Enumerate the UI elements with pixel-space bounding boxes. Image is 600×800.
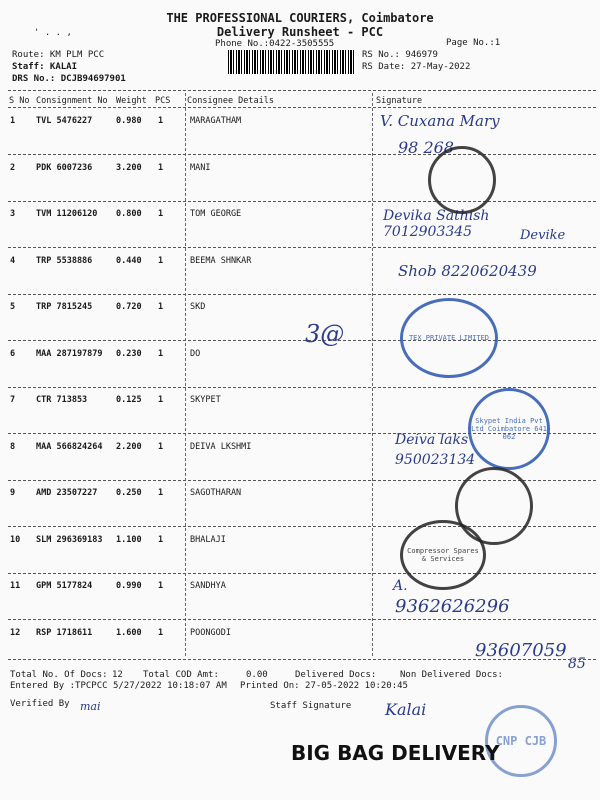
- delivered-docs: Delivered Docs:: [295, 670, 377, 680]
- row-details: MARAGATHAM: [190, 116, 242, 126]
- row-sno: 3: [10, 209, 16, 219]
- row-consignment: TVM 11206120: [36, 209, 98, 219]
- company-title: THE PROFESSIONAL COURIERS, Coimbatore: [166, 11, 434, 25]
- row-sno: 2: [10, 162, 16, 173]
- row-consignment: MAA 566824264: [36, 441, 103, 452]
- row-details: TOM GEORGE: [190, 209, 242, 219]
- signature-8-phone: 950023134: [395, 452, 476, 468]
- signature-3-name: Devika Sathish: [383, 208, 490, 224]
- table-row: [0, 581, 600, 595]
- row-weight: 3.200: [116, 162, 142, 173]
- rs-date: RS Date: 27-May-2022: [362, 62, 471, 72]
- stamp-pvt-ltd: TEX PRIVATE LIMITED: [400, 298, 498, 378]
- row-sno: 4: [10, 255, 16, 266]
- drs-number: DRS No.: DCJB94697901: [12, 74, 126, 84]
- row-sno: 7: [10, 395, 16, 405]
- table-row: [0, 163, 600, 177]
- table-header-rule: [8, 107, 596, 108]
- barcode: [228, 50, 356, 74]
- row-sno: 1: [10, 116, 16, 126]
- row-sno: 8: [10, 441, 16, 452]
- total-docs-label: Total No. Of Docs:: [10, 670, 108, 680]
- total-docs-value: 12: [112, 670, 123, 680]
- row-consignment: CTR 713853: [36, 395, 88, 405]
- phone-number: Phone No.:0422-3505555: [215, 39, 335, 49]
- rs-number: RS No.: 946979: [362, 50, 438, 60]
- row-sno: 12: [10, 627, 21, 638]
- big-bag-delivery-stamp: BIG BAG DELIVERY: [291, 741, 500, 765]
- row-pcs: 1: [158, 627, 164, 638]
- row-pcs: 1: [158, 302, 164, 312]
- col-consignment: Consignment No: [36, 96, 108, 106]
- row-pcs: 1: [158, 116, 164, 126]
- verifier-signature: mai: [80, 700, 101, 713]
- row-pcs: 1: [158, 395, 164, 405]
- table-row: [0, 116, 600, 130]
- row-details: SAGOTHARAN: [190, 488, 242, 498]
- row-weight: 0.800: [116, 209, 142, 219]
- row-pcs: 1: [158, 348, 164, 359]
- cod-value: 0.00: [246, 670, 268, 680]
- verified-by: Verified By: [10, 699, 70, 709]
- route: Route: KM PLM PCC: [12, 50, 105, 60]
- row-details: DEIVA LKSHMI: [190, 441, 252, 452]
- row-weight: 2.200: [116, 441, 142, 452]
- page-number: Page No.:1: [446, 38, 501, 48]
- row-consignment: TRP 5538886: [36, 255, 93, 266]
- row-divider: [8, 619, 596, 620]
- table-top-rule: [8, 90, 596, 91]
- staff-handwritten-signature: Kalai: [385, 700, 427, 719]
- row-weight: 0.440: [116, 255, 142, 266]
- col-details: Consignee Details: [187, 96, 274, 106]
- non-delivered-docs: Non Delivered Docs:: [400, 670, 503, 680]
- stamp-skypet: Skypet India Pvt Ltd Coimbatore 641 062: [468, 388, 550, 470]
- row-pcs: 1: [158, 441, 164, 452]
- row-sno: 5: [10, 302, 16, 312]
- row-details: BHALAJI: [190, 534, 226, 545]
- signature-1: V. Cuxana Mary: [380, 112, 500, 130]
- signature-2: 98 268: [398, 138, 454, 157]
- signature-12: 93607059: [475, 640, 567, 661]
- corner-mark: ' . . ,: [34, 28, 72, 38]
- row-weight: 0.720: [116, 302, 142, 312]
- signature-8-name: Deiva laks: [395, 432, 469, 448]
- cod-label: Total COD Amt:: [143, 670, 219, 680]
- row-details: BEEMA SHNKAR: [190, 255, 252, 266]
- printed-on: Printed On: 27-05-2022 10:20:45: [240, 681, 408, 691]
- row-divider: [8, 573, 596, 574]
- row-consignment: SLM 296369183: [36, 534, 103, 545]
- table-row: [0, 302, 600, 316]
- row-details: SKYPET: [190, 395, 221, 405]
- col-signature: Signature: [376, 96, 423, 106]
- row-weight: 1.600: [116, 627, 142, 638]
- staff: Staff: KALAI: [12, 62, 78, 72]
- row-consignment: MAA 287197879: [36, 348, 103, 359]
- row-pcs: 1: [158, 255, 164, 266]
- row-divider: [8, 154, 596, 155]
- row-consignment: TRP 7815245: [36, 302, 93, 312]
- signature-11-phone: 9362626296: [395, 596, 510, 617]
- col-weight: Weight: [116, 96, 147, 106]
- row-consignment: PDK 6007236: [36, 162, 93, 173]
- row-consignment: TVL 5476227: [36, 116, 93, 126]
- col-sno: S No: [9, 96, 30, 106]
- row-weight: 0.980: [116, 116, 142, 126]
- row-weight: 0.250: [116, 488, 142, 498]
- row-sno: 11: [10, 581, 21, 591]
- row-pcs: 1: [158, 162, 164, 173]
- row-divider: [8, 247, 596, 248]
- row-pcs: 1: [158, 534, 164, 545]
- staff-signature-label: Staff Signature: [270, 701, 352, 711]
- signature-11-name: A.: [393, 578, 408, 594]
- row-weight: 0.230: [116, 348, 142, 359]
- signature-3-phone: 7012903345: [383, 224, 473, 240]
- table-row: [0, 349, 600, 363]
- row-divider: [8, 201, 596, 202]
- runsheet-subtitle: Delivery Runsheet - PCC: [216, 25, 384, 39]
- table-row: [0, 209, 600, 223]
- row-consignment: AMD 23507227: [36, 488, 98, 498]
- stamp-cnp: CNP CJB: [485, 705, 557, 777]
- row-details: DO: [190, 348, 201, 359]
- row-pcs: 1: [158, 488, 164, 498]
- row-weight: 0.125: [116, 395, 142, 405]
- row-details: MANI: [190, 162, 211, 173]
- signature-4: Shob 8220620439: [398, 262, 537, 280]
- stamp-compressor: Compressor Spares & Services: [400, 520, 486, 590]
- row-sno: 6: [10, 348, 16, 359]
- row-details: POONGODI: [190, 627, 231, 638]
- signature-5: 3@: [305, 320, 345, 348]
- table-bottom-rule: [8, 659, 596, 660]
- col-pcs: PCS: [155, 96, 171, 106]
- row-consignment: RSP 1718611: [36, 627, 93, 638]
- row-details: SANDHYA: [190, 581, 226, 591]
- signature-12-cont: 85: [568, 656, 586, 672]
- row-pcs: 1: [158, 581, 164, 591]
- row-weight: 1.100: [116, 534, 142, 545]
- row-divider: [8, 340, 596, 341]
- row-divider: [8, 294, 596, 295]
- row-pcs: 1: [158, 209, 164, 219]
- signature-3-sign: Devike: [520, 228, 566, 243]
- row-consignment: GPM 5177824: [36, 581, 93, 591]
- entered-by: Entered By :TPCPCC 5/27/2022 10:18:07 AM: [10, 681, 227, 691]
- row-sno: 9: [10, 488, 16, 498]
- row-weight: 0.990: [116, 581, 142, 591]
- row-details: SKD: [190, 302, 206, 312]
- row-sno: 10: [10, 534, 21, 545]
- stamp-seal: [428, 146, 496, 214]
